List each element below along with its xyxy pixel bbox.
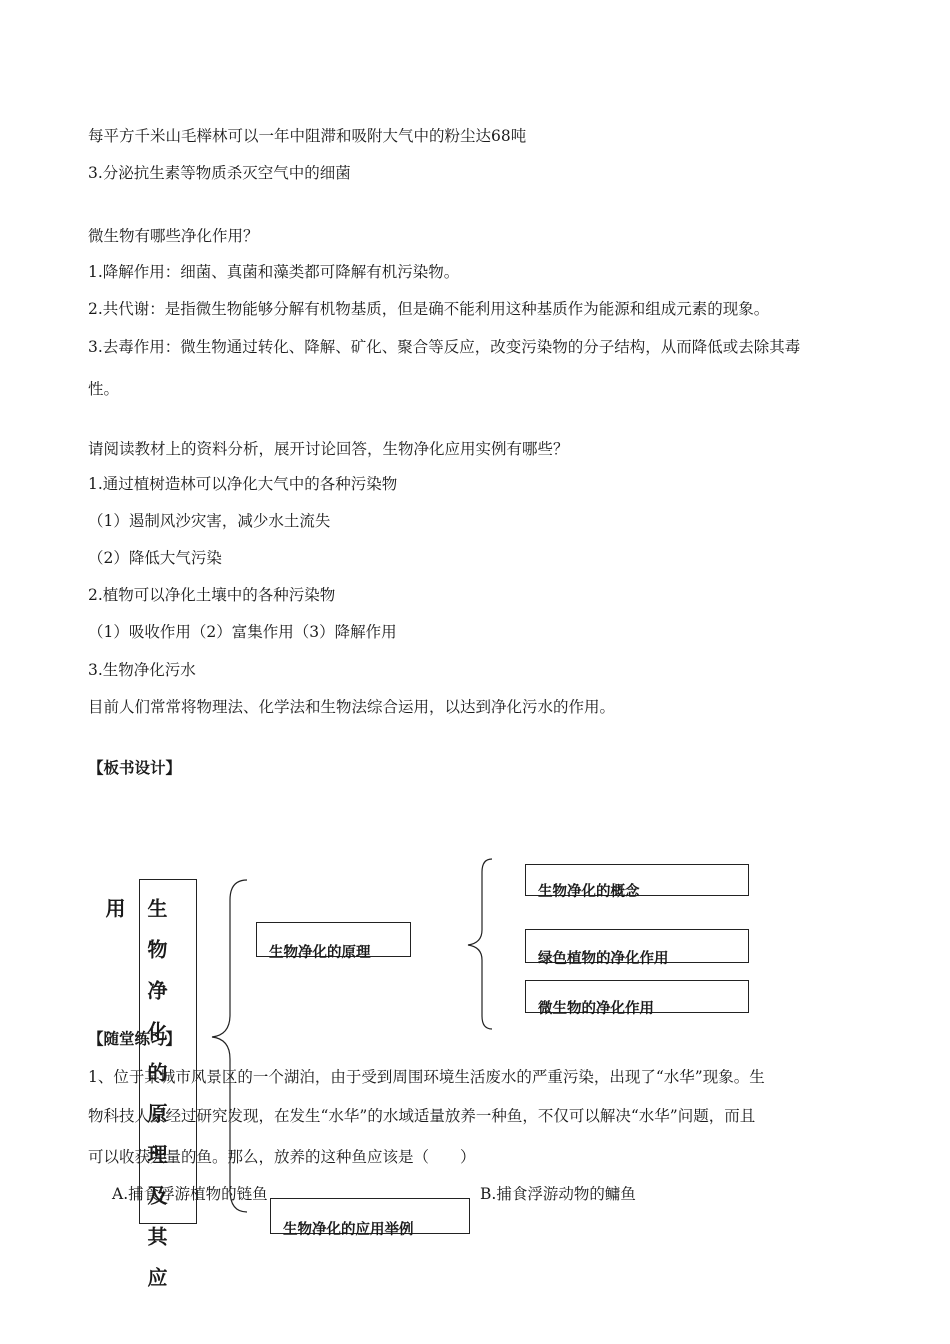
text-line: 3.生物净化污水 [88,661,196,679]
board-design-heading: 【板书设计】 [88,760,182,777]
principle-box [256,922,411,961]
text-line: 性。 [88,380,120,398]
application-box [270,1198,470,1238]
text-line: 1.降解作用：细菌、真菌和藻类都可降解有机污染物。 [88,263,460,281]
text-line: 2.植物可以净化土壤中的各种污染物 [88,586,336,604]
text-line: 3.分泌抗生素等物质杀灭空气中的细菌 [88,164,351,182]
text-line: 每平方千米山毛榉林可以一年中阻滞和吸附大气中的粉尘达68吨 [88,127,527,145]
concept-box-label: 生物净化的概念 [538,884,640,900]
application-box-label: 生物净化的应用举例 [283,1222,414,1238]
question-heading: 请阅读教材上的资料分析，展开讨论回答，生物净化应用实例有哪些？ [88,440,569,458]
principle-box-label: 生物净化的原理 [269,945,371,961]
microbes-box-label: 微生物的净化作用 [538,1001,654,1017]
text-line: （1）遏制风沙灾害，减少水土流失 [88,512,331,530]
plants-box-label: 绿色植物的净化作用 [538,951,669,967]
option-a: A.捕食浮游植物的链鱼 [112,1185,268,1203]
text-line: 3.去毒作用：微生物通过转化、降解、矿化、聚合等反应，改变污染物的分子结构，从而降低或去除其毒 [88,338,801,356]
concept-box [525,864,749,900]
text-line: 1.通过植树造林可以净化大气中的各种污染物 [88,475,398,493]
question-text: 1、位于某城市风景区的一个湖泊，由于受到周围环境生活废水的严重污染，出现了“水华”现象。生 [88,1068,765,1086]
question-text: 可以收获大量的鱼。那么，放养的这种鱼应该是（ ） [88,1148,476,1166]
microbes-box [525,980,749,1017]
text-line: （1）吸收作用（2）富集作用（3）降解作用 [88,623,397,641]
text-line: （2）降低大气污染 [88,549,222,567]
question-text: 物科技人员经过研究发现，在发生“水华”的水域适量放养一种鱼，不仅可以解决“水华”问题，而且 [88,1107,756,1125]
option-b: B.捕食浮游动物的鳙鱼 [480,1185,636,1203]
practice-heading: 【随堂练习】 [88,1031,182,1048]
plants-box [525,929,749,967]
text-line: 目前人们常常将物理法、化学法和生物法综合运用，以达到净化污水的作用。 [88,698,616,716]
text-line: 2.共代谢：是指微生物能够分解有机物基质，但是确不能利用这种基质作为能源和组成元素的现象。 [88,300,770,318]
root-box-label: 生物净化的原理及其应用 [102,898,168,1308]
question-heading: 微生物有哪些净化作用？ [88,227,259,245]
